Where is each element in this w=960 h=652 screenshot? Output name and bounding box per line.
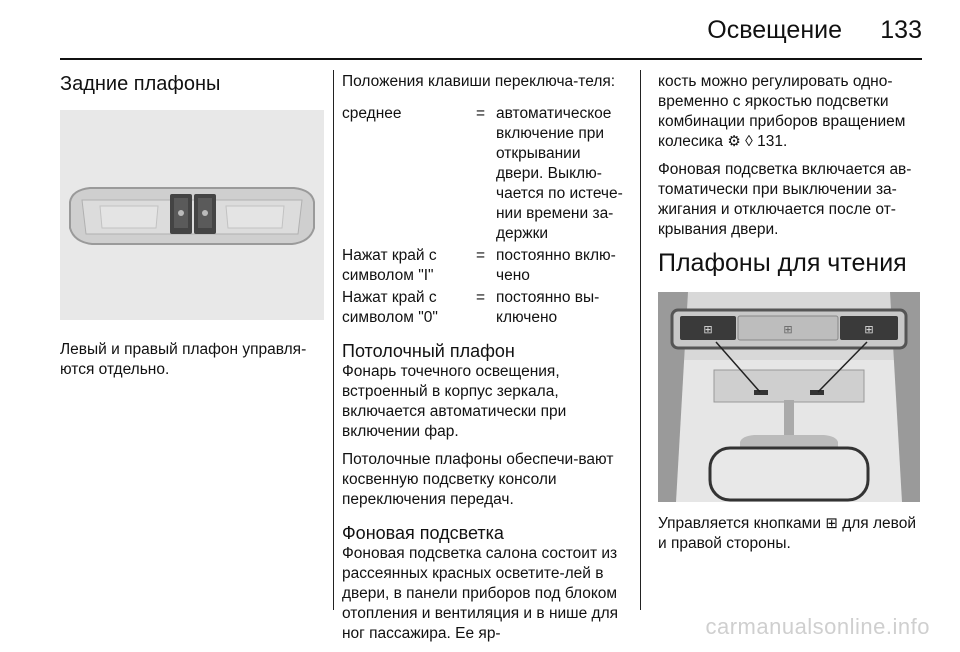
svg-text:⊞: ⊞ bbox=[783, 323, 793, 336]
def-eq: = bbox=[476, 105, 486, 122]
svg-text:⊞: ⊞ bbox=[864, 323, 874, 336]
reading-caption-text: Управляется кнопками bbox=[658, 515, 821, 532]
ceiling-light-text-2: Потолочные плафоны обеспечи-вают косвенную подсветку консоли переключения передач. bbox=[342, 451, 614, 508]
reading-caption-tail: для левой и правой стороны. bbox=[658, 515, 916, 552]
header-title: Освещение bbox=[707, 16, 842, 44]
watermark: carmanualsonline.info bbox=[705, 614, 930, 639]
reading-lights-heading: Плафоны для чтения bbox=[658, 249, 907, 277]
ambient-brightness-body: кость можно регулировать одно-временно с яркостью подсветки комбинации приборов вращением колесика bbox=[658, 73, 906, 150]
def-desc: постоянно вклю-чено bbox=[496, 247, 616, 284]
def-term: среднее bbox=[342, 105, 402, 122]
ceiling-light-text-1: Фонарь точечного освещения, встроенный в корпус зеркала, включается автоматически при включении фар. bbox=[342, 363, 567, 440]
def-eq: = bbox=[476, 289, 486, 306]
ambient-light-text: Фоновая подсветка салона состоит из рассеянных красных осветите-лей в двери, в панели приборов под блоком отопления и вентиляция и в нише для ног пассажира. Ее яр- bbox=[342, 545, 619, 642]
column-middle bbox=[342, 72, 624, 652]
column-left bbox=[60, 72, 324, 388]
page-reference: ◊ 131. bbox=[745, 133, 788, 150]
rear-lights-caption: Левый и правый плафон управля-ются отдельно. bbox=[60, 341, 307, 378]
column-right bbox=[658, 72, 923, 562]
list-item bbox=[342, 288, 624, 328]
reading-lights-photo bbox=[658, 292, 920, 502]
header-rule bbox=[60, 58, 922, 60]
page-number: 133 bbox=[880, 16, 922, 44]
ambient-auto-text: Фоновая подсветка включается ав-томатически при выключении за-жигания и отключается после от-крывания двери. bbox=[658, 161, 912, 238]
def-desc: постоянно вы-ключено bbox=[496, 289, 600, 326]
rear-lights-heading: Задние плафоны bbox=[60, 73, 221, 95]
svg-text:⊞: ⊞ bbox=[703, 323, 713, 336]
def-eq: = bbox=[476, 247, 486, 264]
reading-lights-caption bbox=[658, 514, 923, 554]
thumbwheel-icon: ⚙ bbox=[727, 133, 741, 150]
def-term: Нажат край с символом "0" bbox=[342, 289, 438, 326]
switch-positions-intro: Положения клавиши переключа-теля: bbox=[342, 73, 616, 90]
ceiling-light-heading: Потолочный плафон bbox=[342, 341, 515, 361]
ambient-light-heading: Фоновая подсветка bbox=[342, 523, 504, 543]
def-desc: автоматическое включение при открывании двери. Выклю-чается по истече-нии времени за-держки bbox=[496, 105, 623, 242]
def-term: Нажат край с символом "I" bbox=[342, 247, 437, 284]
column-divider-1 bbox=[333, 70, 334, 610]
column-divider-2 bbox=[640, 70, 641, 610]
list-item bbox=[342, 104, 624, 244]
reading-light-icon: ⊞ bbox=[825, 515, 838, 532]
switch-positions-list bbox=[342, 104, 624, 328]
list-item bbox=[342, 246, 624, 286]
ambient-brightness-text bbox=[658, 72, 923, 152]
rear-lights-photo bbox=[60, 110, 324, 320]
